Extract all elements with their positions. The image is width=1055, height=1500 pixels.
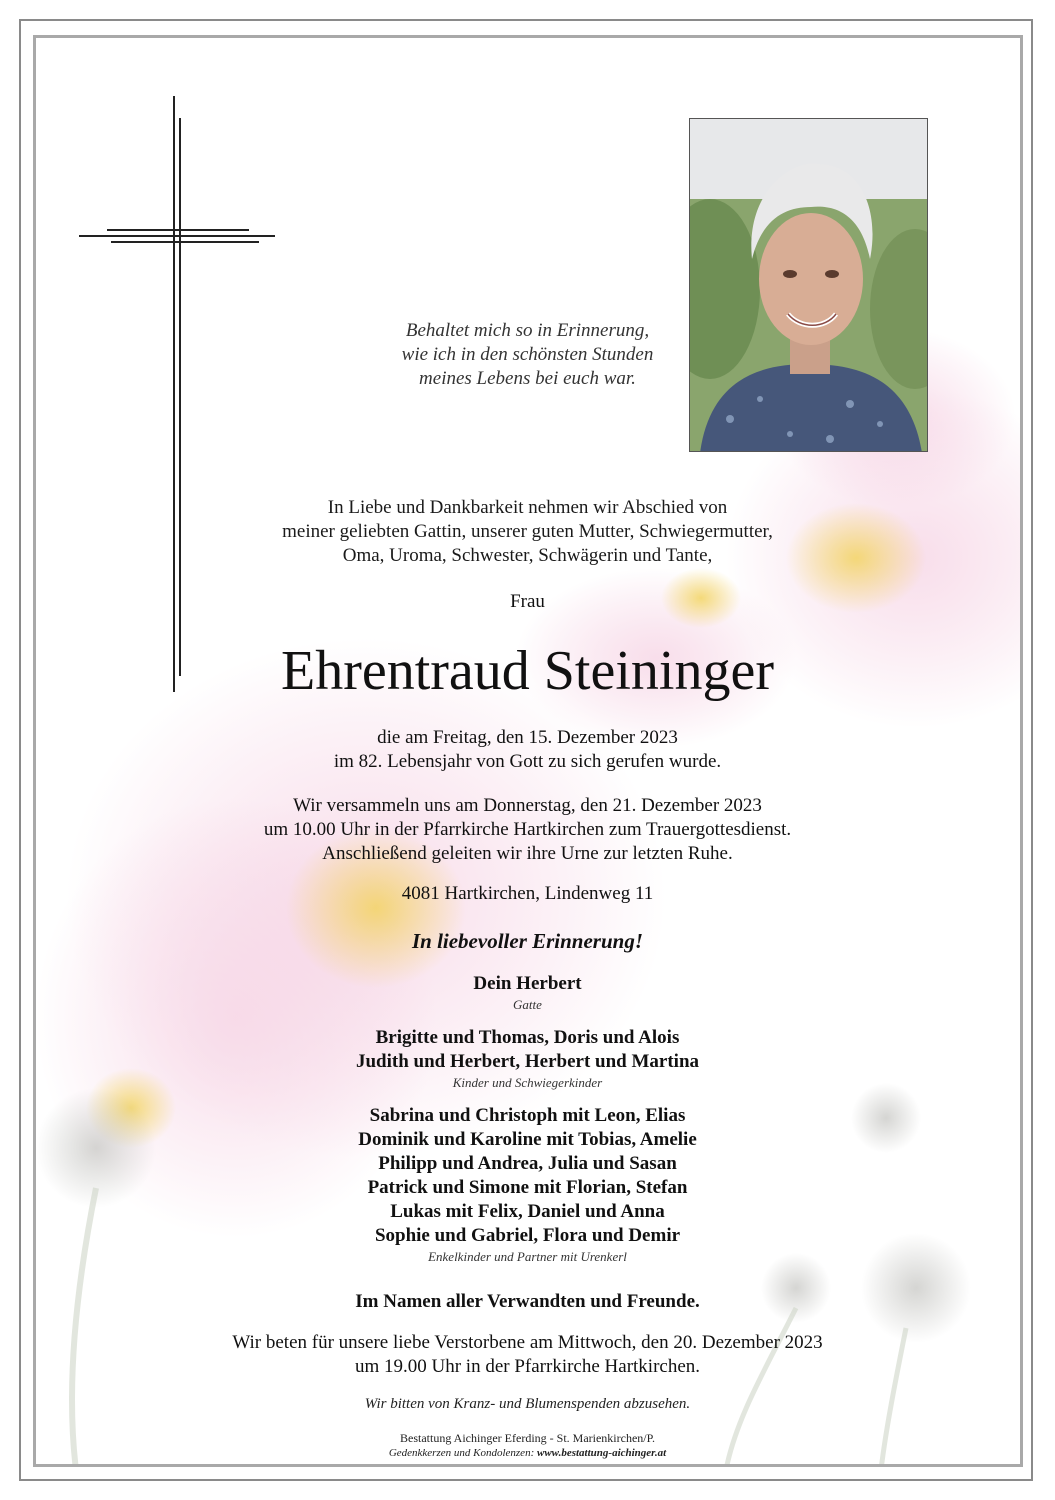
closing-line: Im Namen aller Verwandten und Freunde. [355,1291,700,1312]
mourner-names: Dein Herbert [473,973,582,994]
service-line: um 10.00 Uhr in der Pfarrkirche Hartkirchen zum Trauergottesdienst. [263,819,792,840]
intro-line: meiner geliebten Gattin, unserer guten Mutter, Schwiegermutter, [282,521,773,542]
mourner-group-grandchildren [0,1104,1055,1266]
mourner-names: Sabrina und Christoph mit Leon, Elias [369,1105,686,1126]
farewell-intro [0,496,1055,568]
motto-quote [0,319,1055,391]
mourner-names: Patrick und Simone mit Florian, Stefan [367,1177,688,1198]
prayer-line: Wir beten für unsere liebe Verstorbene am Mittwoch, den 20. Dezember 2023 [232,1332,823,1353]
flowers-note: Wir bitten von Kranz- und Blumenspenden abzusehen. [364,1396,691,1412]
death-line: im 82. Lebensjahr von Gott zu sich gerufen wurde. [333,751,722,772]
memory-heading: In liebevoller Erinnerung! [411,929,644,953]
portrait-photo [689,118,928,452]
mourner-names: Philipp und Andrea, Julia und Sasan [378,1153,677,1174]
death-notice [0,726,1055,774]
motto-line: meines Lebens bei euch war. [419,368,636,389]
prayer-line: um 19.00 Uhr in der Pfarrkirche Hartkirchen. [354,1356,701,1377]
website-link[interactable]: www.bestattung-aichinger.at [536,1447,667,1459]
deceased-name: Ehrentraud Steininger [281,640,774,702]
mourner-names: Lukas mit Felix, Daniel und Anna [390,1201,665,1222]
undertaker-contact [0,1446,1055,1461]
condolence-label: Gedenkkerzen und Kondolenzen: [388,1447,537,1459]
mourner-names: Judith und Herbert, Herbert und Martina [355,1051,700,1072]
mourner-role: Enkelkinder und Partner mit Urenkerl [428,1249,627,1264]
undertaker-name: Bestattung Aichinger Eferding - St. Marienkirchen/P. [400,1431,655,1445]
intro-line: Oma, Uroma, Schwester, Schwägerin und Tante, [342,545,713,566]
address: 4081 Hartkirchen, Lindenweg 11 [401,883,654,904]
mourner-names: Brigitte und Thomas, Doris und Alois [375,1027,680,1048]
motto-line: Behaltet mich so in Erinnerung, [405,320,650,341]
mourner-group-children [0,1026,1055,1092]
prayer-notice [0,1331,1055,1379]
mourner-role: Kinder und Schwiegerkinder [452,1075,603,1090]
mourner-names: Sophie und Gabriel, Flora und Demir [374,1225,681,1246]
mourner-role: Gatte [513,997,542,1012]
undertaker-info [0,1431,1055,1461]
mourner-names: Dominik und Karoline mit Tobias, Amelie [358,1129,697,1150]
funeral-service [0,794,1055,866]
death-line: die am Freitag, den 15. Dezember 2023 [377,727,678,748]
salutation: Frau [510,591,545,612]
mourner-group-spouse [0,972,1055,1014]
service-line: Anschließend geleiten wir ihre Urne zur letzten Ruhe. [322,843,733,864]
service-line: Wir versammeln uns am Donnerstag, den 21. Dezember 2023 [293,795,762,816]
motto-line: wie ich in den schönsten Stunden [401,344,654,365]
intro-line: In Liebe und Dankbarkeit nehmen wir Abschied von [327,497,728,518]
